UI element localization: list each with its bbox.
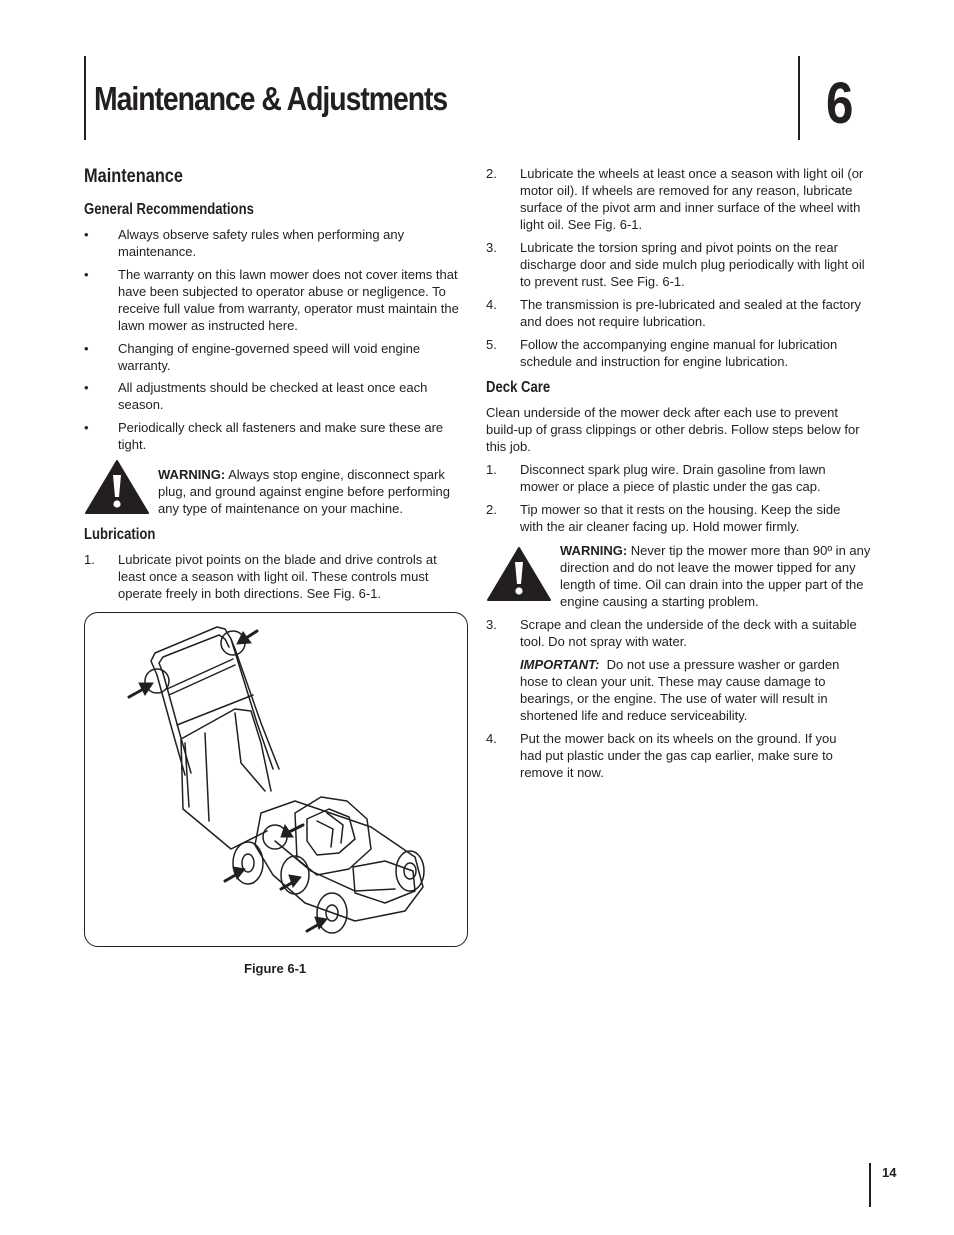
list-item-text: All adjustments should be checked at least once each season. (118, 380, 428, 412)
warning-text (560, 542, 872, 610)
list-number: 3. (486, 240, 497, 255)
list-item-text: Tip mower so that it rests on the housing. Keep the side with the air cleaner facing up. Hold mower firmly. (520, 502, 841, 534)
bullet-marker: • (84, 380, 89, 395)
list-item-text: Lubricate the wheels at least once a season with light oil (or motor oil). If wheels are removed for any reason, lubricate surface of the pivot arm and inner surface of the wheel with light oil. See Fig. 6-1. (520, 166, 864, 232)
list-item-text: Lubricate pivot points on the blade and drive controls at least once a season with light oil. These controls must operate freely in both directions. See Fig. 6-1. (118, 552, 437, 601)
warning-triangle-icon (84, 459, 150, 515)
list-number: 2. (486, 502, 497, 517)
bullet-marker: • (84, 227, 89, 242)
warning-label: WARNING: (158, 467, 226, 482)
bullet-marker: • (84, 420, 89, 435)
list-number: 2. (486, 166, 497, 181)
important-label: IMPORTANT: (520, 657, 600, 672)
bullet-marker: • (84, 341, 89, 356)
subsection-title-deck-care: Deck Care (486, 379, 551, 396)
list-item-text: The warranty on this lawn mower does not cover items that have been subjected to operator abuse or negligence. To receive full value from warranty, operator must maintain the lawn mower as instructed here. (118, 267, 459, 333)
section-title-maintenance: Maintenance (84, 166, 183, 187)
warning-text (158, 466, 468, 517)
figure-frame (84, 612, 468, 947)
list-item-text: Put the mower back on its wheels on the ground. If you had put plastic under the gas cap earlier, make sure to remove it now. (520, 731, 837, 780)
subsection-title-lubrication: Lubrication (84, 526, 156, 543)
chapter-number: 6 (826, 71, 854, 136)
page-title: Maintenance & Adjustments (94, 80, 448, 117)
list-number: 5. (486, 337, 497, 352)
list-item-text: Lubricate the torsion spring and pivot points on the rear discharge door and side mulch plug periodically with light oil to prevent rust. See Fig. 6-1. (520, 240, 865, 289)
bullet-marker: • (84, 267, 89, 282)
warning-body: Never tip the mower more than 90º in any direction and do not leave the mower tipped for any length of time. Oil can drain into the upper part of the engine causing a starting problem. (560, 543, 871, 609)
list-number: 1. (486, 462, 497, 477)
header-right-rule (798, 56, 800, 140)
figure-caption: Figure 6-1 (244, 961, 307, 976)
important-body: Do not use a pressure washer or garden hose to clean your unit. These may cause damage to bearings, or the engine. The use of water will result in shortened life and reduce serviceability. (520, 657, 843, 723)
list-number: 3. (486, 617, 497, 632)
list-item-text: Periodically check all fasteners and make sure these are tight. (118, 420, 444, 452)
list-item-text: Always observe safety rules when performing any maintenance. (118, 227, 405, 259)
important-note (520, 656, 870, 724)
list-item-text: Follow the accompanying engine manual for lubrication schedule and instruction for engine lubrication. (520, 337, 838, 369)
page-number: 14 (882, 1165, 897, 1180)
deck-care-intro: Clean underside of the mower deck after each use to prevent build-up of grass clippings or other debris. Follow steps below for this job. (486, 405, 860, 454)
list-item-text: Changing of engine-governed speed will void engine warranty. (118, 341, 421, 373)
footer-rule (869, 1163, 871, 1207)
subsection-title-general: General Recommendations (84, 201, 254, 218)
list-item-text: The transmission is pre-lubricated and sealed at the factory and does not require lubrication. (520, 297, 862, 329)
list-item-text: Disconnect spark plug wire. Drain gasoline from lawn mower or place a piece of plastic under the gas cap. (520, 462, 826, 494)
warning-body: Always stop engine, disconnect spark plug, and ground against engine before performing any type of maintenance on your machine. (158, 467, 450, 516)
warning-label: WARNING: (560, 543, 628, 558)
warning-triangle-icon (486, 546, 552, 602)
lawn-mower-illustration (85, 613, 467, 946)
list-number: 4. (486, 731, 497, 746)
header-left-rule (84, 56, 86, 140)
list-item-text: Scrape and clean the underside of the deck with a suitable tool. Do not spray with water. (520, 617, 857, 649)
list-number: 1. (84, 552, 95, 567)
list-number: 4. (486, 297, 497, 312)
